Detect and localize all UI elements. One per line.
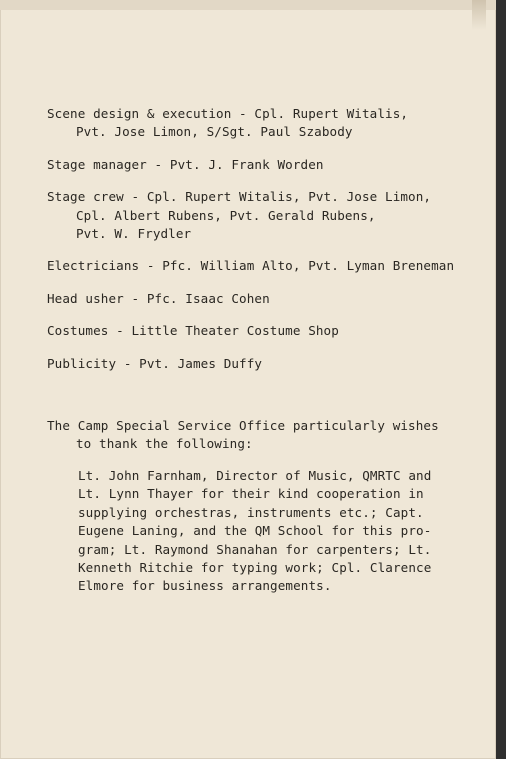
thanks-intro-line: The Camp Special Service Office particularly wishes xyxy=(47,418,439,434)
thanks-body-line: Lt. John Farnham, Director of Music, QMRTC and xyxy=(78,467,432,483)
credit-line: Publicity - Pvt. James Duffy xyxy=(47,355,263,371)
paragraph-gap xyxy=(47,387,457,417)
thanks-body-line: supplying orchestras, instruments etc.; Capt. xyxy=(78,504,424,520)
page-fold xyxy=(472,0,486,30)
thanks-intro-line: to thank the following: xyxy=(76,436,253,452)
credit-line: Pvt. W. Frydler xyxy=(76,226,192,242)
credit-line: Electricians - Pfc. William Alto, Pvt. Lyman Breneman xyxy=(47,258,455,274)
credit-costumes xyxy=(47,322,457,340)
credit-line: Pvt. Jose Limon, S/Sgt. Paul Szabody xyxy=(76,124,353,140)
typed-program-text xyxy=(47,105,457,596)
dark-scan-edge xyxy=(496,0,506,759)
thanks-body-line: gram; Lt. Raymond Shanahan for carpenters; Lt. xyxy=(78,541,432,557)
credit-line: Head usher - Pfc. Isaac Cohen xyxy=(47,290,270,306)
credit-line: Stage crew - Cpl. Rupert Witalis, Pvt. Jose Limon, xyxy=(47,189,432,205)
credit-line: Costumes - Little Theater Costume Shop xyxy=(47,323,339,339)
credit-line: Stage manager - Pvt. J. Frank Worden xyxy=(47,156,324,172)
credit-stage-crew xyxy=(47,188,457,243)
credit-line: Scene design & execution - Cpl. Rupert Witalis, xyxy=(47,106,409,121)
credit-scene-design xyxy=(47,105,457,142)
top-page-strip xyxy=(0,0,496,10)
thanks-body xyxy=(47,467,457,596)
thanks-body-line: Elmore for business arrangements. xyxy=(78,578,332,594)
credit-publicity xyxy=(47,355,457,373)
thanks-section xyxy=(47,417,457,596)
credit-head-usher xyxy=(47,290,457,308)
thanks-body-line: Lt. Lynn Thayer for their kind cooperation in xyxy=(78,486,424,502)
credit-electricians xyxy=(47,257,457,275)
thanks-body-line: Kenneth Ritchie for typing work; Cpl. Clarence xyxy=(78,559,432,575)
thanks-body-line: Eugene Laning, and the QM School for this pro- xyxy=(78,523,432,539)
credit-stage-manager xyxy=(47,156,457,174)
credit-line: Cpl. Albert Rubens, Pvt. Gerald Rubens, xyxy=(76,207,376,223)
